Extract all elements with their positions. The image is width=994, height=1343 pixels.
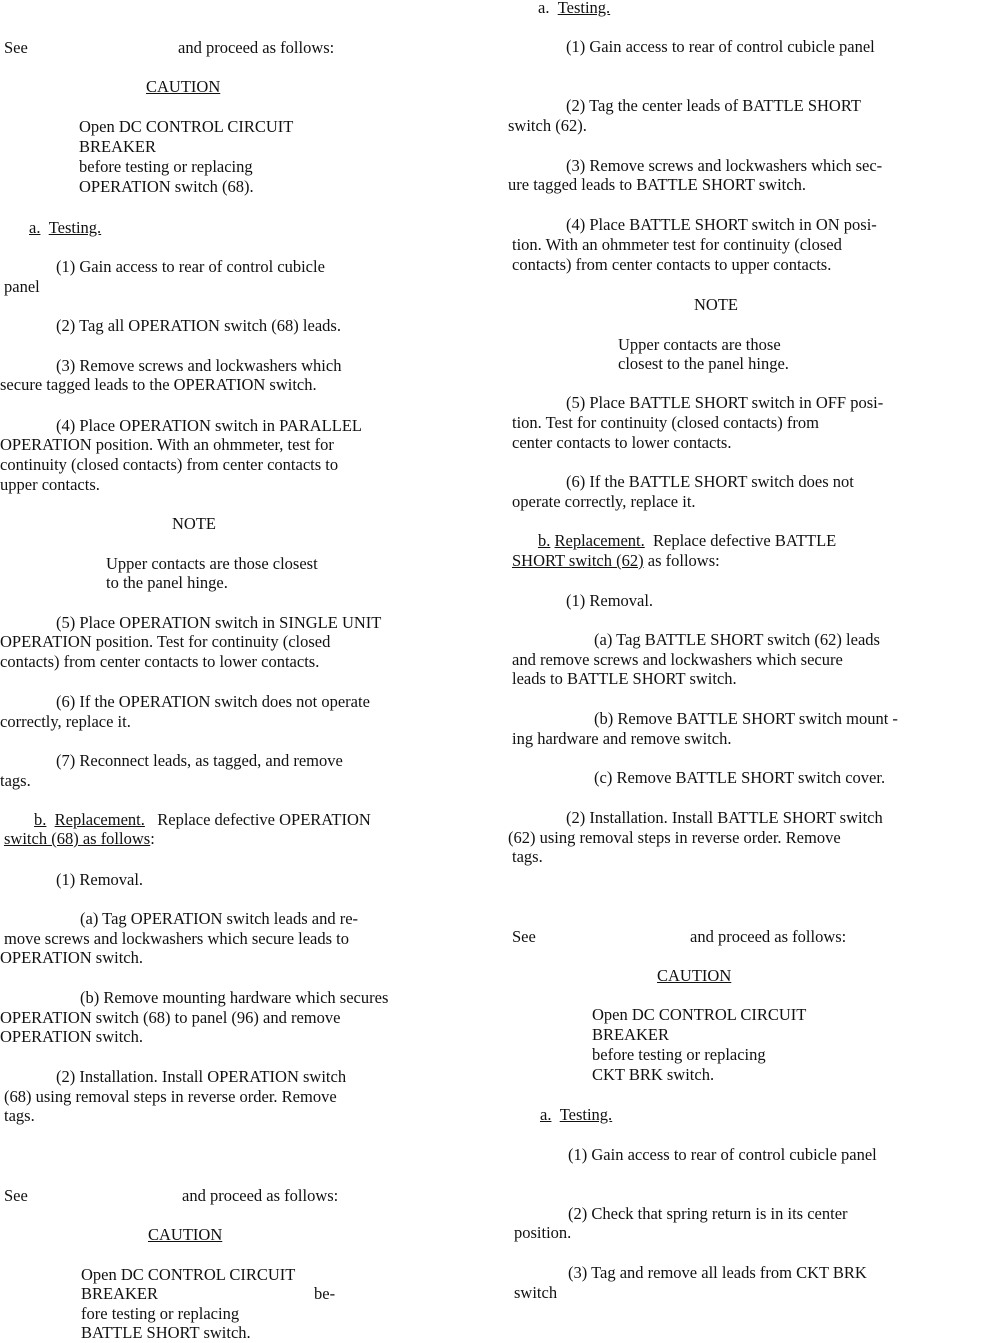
see-reference-1-tail: and proceed as follows: (178, 38, 335, 57)
caution-1-line: OPERATION switch (68). (79, 177, 254, 196)
step-b1: (1) Removal. (56, 870, 144, 889)
step-a5: (5) Place OPERATION switch in SINGLE UNIT (56, 613, 382, 632)
step-b1a-cont: OPERATION switch. (0, 948, 143, 967)
step-r4: (4) Place BATTLE SHORT switch in ON posi- (566, 215, 877, 234)
step-a4-cont: upper contacts. (0, 475, 100, 494)
step-b2-cont: tags. (4, 1106, 35, 1125)
step-a1: (1) Gain access to rear of control cubicle (56, 257, 325, 276)
step-b1a-cont: and remove screws and lockwashers which secure (512, 650, 843, 669)
step-b1a-cont: move screws and lockwashers which secure leads to (4, 929, 350, 948)
note-1-title: NOTE (172, 514, 216, 533)
step-r2: (2) Tag the center leads of BATTLE SHORT (566, 96, 861, 115)
caution-2-line: BATTLE SHORT switch. (81, 1323, 251, 1342)
section-a-heading: a. Testing. (538, 0, 611, 17)
step-a4-cont: OPERATION position. With an ohmmeter, test for (0, 435, 334, 454)
step-r5-cont: tion. Test for continuity (closed contacts) from (512, 413, 819, 432)
step-b1b-cont: OPERATION switch. (0, 1027, 143, 1046)
note-line: Upper contacts are those (618, 335, 781, 354)
section-b-heading: b. Replacement. Replace defective OPERATION (34, 810, 371, 829)
section-b-heading: b. Replacement. Replace defective BATTLE (538, 531, 837, 550)
step-b1b-cont: ing hardware and remove switch. (512, 729, 732, 748)
caution-1-line: before testing or replacing (79, 157, 253, 176)
caution-line: BREAKER (592, 1025, 670, 1044)
step-a4-cont: continuity (closed contacts) from center contacts to (0, 455, 339, 474)
see-reference-2-tail: and proceed as follows: (182, 1186, 339, 1205)
step-r5-cont: center contacts to lower contacts. (512, 433, 732, 452)
step-r6: (6) If the BATTLE SHORT switch does not (566, 472, 854, 491)
step-b2: (2) Installation. Install OPERATION switch (56, 1067, 347, 1086)
step-a2: (2) Tag all OPERATION switch (68) leads. (56, 316, 341, 335)
step-b1c: (c) Remove BATTLE SHORT switch cover. (594, 768, 886, 787)
step-c3: (3) Tag and remove all leads from CKT BRK (568, 1263, 867, 1282)
step-r2-cont: switch (62). (508, 116, 587, 135)
right-column (508, 0, 994, 1340)
step-c3-cont: switch (514, 1283, 558, 1302)
caution-2-line: Open DC CONTROL CIRCUIT (81, 1265, 296, 1284)
note-1-line: to the panel hinge. (106, 573, 228, 592)
step-b1b: (b) Remove mounting hardware which secures (80, 988, 389, 1007)
step-a5-cont: OPERATION position. Test for continuity (closed (0, 632, 331, 651)
see-reference: See (512, 927, 536, 946)
step-c1: (1) Gain access to rear of control cubicle panel (568, 1145, 877, 1164)
caution-2-title: CAUTION (148, 1225, 223, 1244)
step-a4: (4) Place OPERATION switch in PARALLEL (56, 416, 362, 435)
step-b2-cont: tags. (512, 847, 543, 866)
step-c2: (2) Check that spring return is in its center (568, 1204, 848, 1223)
step-b2-cont: (68) using removal steps in reverse order. Remove (4, 1087, 337, 1106)
step-b1a-cont: leads to BATTLE SHORT switch. (512, 669, 737, 688)
note-title: NOTE (694, 295, 738, 314)
see-reference-2: See (4, 1186, 28, 1205)
caution-1-line: BREAKER (79, 137, 157, 156)
note-1-line: Upper contacts are those closest (106, 554, 318, 573)
step-b2-cont: (62) using removal steps in reverse order. Remove (508, 828, 841, 847)
section-a2-heading: a. Testing. (540, 1105, 613, 1124)
step-b1b-cont: OPERATION switch (68) to panel (96) and remove (0, 1008, 341, 1027)
step-b1a: (a) Tag BATTLE SHORT switch (62) leads (594, 630, 880, 649)
caution-line: Open DC CONTROL CIRCUIT (592, 1005, 807, 1024)
see-reference-1: See (4, 38, 28, 57)
step-a6-cont: correctly, replace it. (0, 712, 131, 731)
step-a3: (3) Remove screws and lockwashers which (56, 356, 342, 375)
caution-1-title: CAUTION (146, 77, 221, 96)
step-r5: (5) Place BATTLE SHORT switch in OFF posi- (566, 393, 884, 412)
caution-line: before testing or replacing (592, 1045, 766, 1064)
step-a7: (7) Reconnect leads, as tagged, and remove (56, 751, 343, 770)
step-r4-cont: contacts) from center contacts to upper contacts. (512, 255, 832, 274)
step-r4-cont: tion. With an ohmmeter test for continuity (closed (512, 235, 842, 254)
caution-line: CKT BRK switch. (592, 1065, 715, 1084)
step-b2: (2) Installation. Install BATTLE SHORT switch (566, 808, 883, 827)
step-b1a: (a) Tag OPERATION switch leads and re- (80, 909, 359, 928)
step-r6-cont: operate correctly, replace it. (512, 492, 696, 511)
section-b-heading-cont: switch (68) as follows: (4, 829, 155, 848)
caution-2-line: fore testing or replacing (81, 1304, 240, 1323)
note-line: closest to the panel hinge. (618, 354, 789, 373)
step-r3: (3) Remove screws and lockwashers which sec- (566, 156, 883, 175)
step-b1: (1) Removal. (566, 591, 654, 610)
left-column (0, 0, 492, 1340)
step-a3-cont: secure tagged leads to the OPERATION switch. (0, 375, 317, 394)
see-reference-tail: and proceed as follows: (690, 927, 847, 946)
step-b1b: (b) Remove BATTLE SHORT switch mount - (594, 709, 898, 728)
caution-2-hyphen: be- (314, 1284, 336, 1303)
step-c2-cont: position. (514, 1223, 572, 1242)
section-b-heading-cont: SHORT switch (62) as follows: (512, 551, 720, 570)
step-a1-cont: panel (4, 277, 40, 296)
section-a-heading: a. Testing. (29, 218, 102, 237)
caution-title: CAUTION (657, 966, 732, 985)
step-r1: (1) Gain access to rear of control cubicle panel (566, 37, 875, 56)
step-a5-cont: contacts) from center contacts to lower contacts. (0, 652, 320, 671)
caution-2-line: BREAKER (81, 1284, 159, 1303)
step-r3-cont: ure tagged leads to BATTLE SHORT switch. (508, 175, 806, 194)
caution-1-line: Open DC CONTROL CIRCUIT (79, 117, 294, 136)
step-a6: (6) If the OPERATION switch does not operate (56, 692, 370, 711)
step-a7-cont: tags. (0, 771, 31, 790)
